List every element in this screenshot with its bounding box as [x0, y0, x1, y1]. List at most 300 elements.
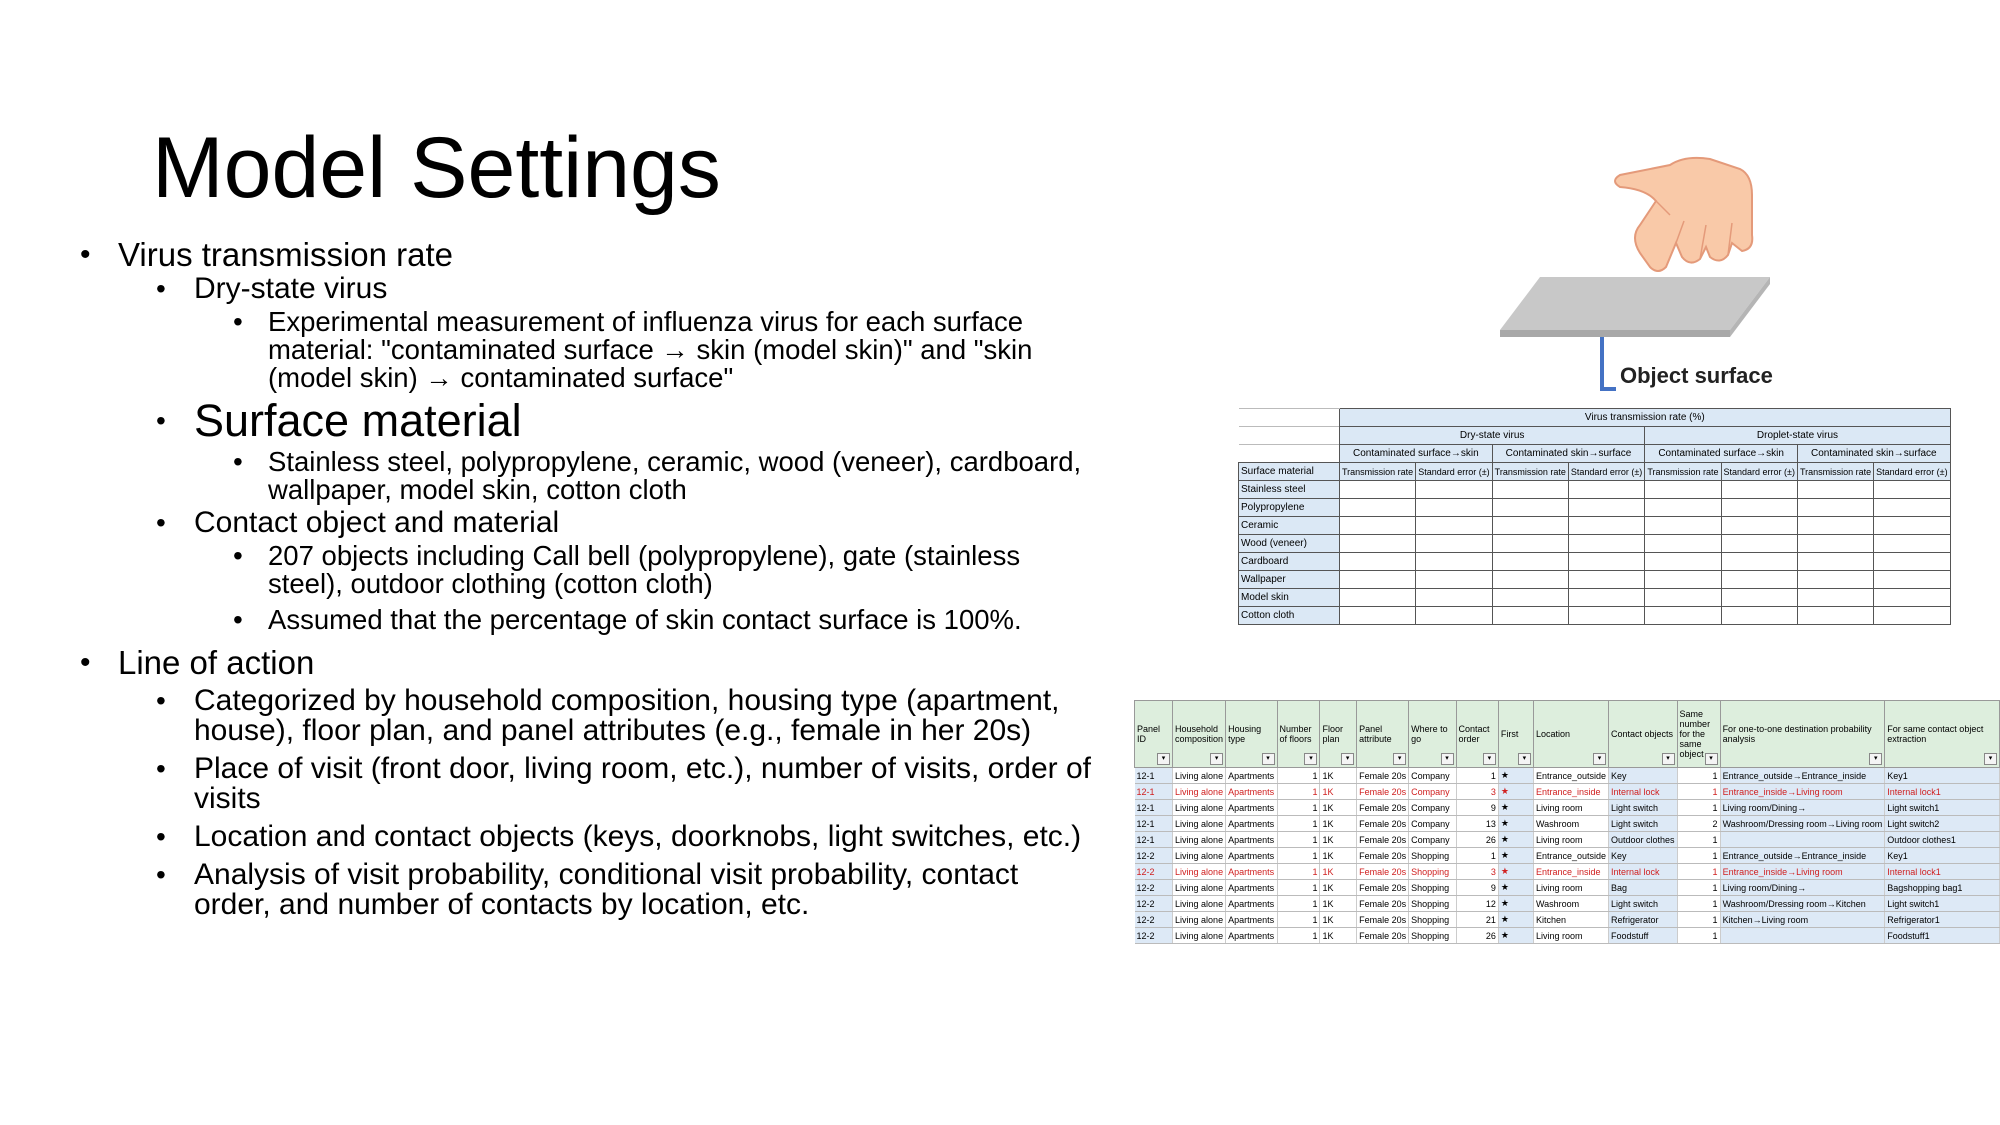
empty-cell [1340, 607, 1416, 625]
bullet-dot-icon: • [156, 507, 166, 538]
table-cell: 1 [1456, 768, 1498, 784]
table-cell: ★ [1498, 784, 1533, 800]
table-cell: Entrance_inside [1533, 784, 1608, 800]
empty-cell [1568, 571, 1644, 589]
column-header [1677, 701, 1720, 768]
table-cell: Refrigerator [1609, 912, 1678, 928]
rate-table-title: Virus transmission rate (%) [1340, 409, 1951, 427]
table-cell: Foodstuff1 [1885, 928, 2000, 944]
empty-cell [1645, 517, 1721, 535]
rate-column-header: Standard error (±) [1568, 463, 1644, 481]
table-cell: Outdoor clothes1 [1885, 832, 2000, 848]
table-cell: 1 [1677, 800, 1720, 816]
bullet-dot-icon: • [233, 540, 243, 571]
direction-header: Contaminated skin→surface [1797, 445, 1950, 463]
table-cell: 1 [1677, 768, 1720, 784]
table-row [1135, 896, 2000, 912]
empty-cell [1492, 589, 1568, 607]
empty-cell [1645, 535, 1721, 553]
filter-dropdown-icon[interactable]: ▾ [1210, 753, 1223, 765]
table-cell: ★ [1498, 896, 1533, 912]
table-cell: Apartments [1226, 896, 1277, 912]
table-cell: Living alone [1173, 784, 1226, 800]
empty-cell [1568, 535, 1644, 553]
table-cell: Female 20s [1357, 784, 1409, 800]
pointing-hand-icon [1615, 158, 1752, 271]
empty-cell [1416, 535, 1492, 553]
empty-cell [1492, 553, 1568, 571]
table-cell: Refrigerator1 [1885, 912, 2000, 928]
column-header-label: Housing type [1228, 724, 1262, 744]
empty-cell [1645, 607, 1721, 625]
empty-cell [1340, 571, 1416, 589]
table-row [1135, 816, 2000, 832]
table-cell: Apartments [1226, 912, 1277, 928]
bullet-dot-icon: • [233, 604, 243, 635]
bullet-text: Contact object and material [194, 506, 560, 539]
column-header [1320, 701, 1357, 768]
bullet-dot-icon: • [233, 446, 243, 477]
bullet-text: Stainless steel, polypropylene, ceramic, wood (veneer), cardboard, wallpaper, model skin, cotton cloth [268, 446, 1082, 505]
column-header [1885, 701, 2000, 768]
empty-cell [1721, 517, 1797, 535]
table-cell: Bagshopping bag1 [1885, 880, 2000, 896]
empty-cell [1492, 535, 1568, 553]
table-row [1135, 928, 2000, 944]
bullet-dot-icon: • [156, 273, 166, 304]
table-cell: Apartments [1226, 816, 1277, 832]
empty-cell [1645, 571, 1721, 589]
object-surface-illustration [1470, 125, 1810, 395]
table-row [1135, 880, 2000, 896]
filter-dropdown-icon[interactable]: ▾ [1869, 753, 1882, 765]
empty-cell [1874, 589, 1950, 607]
table-cell: 12-2 [1135, 896, 1173, 912]
table-cell: 1 [1277, 800, 1320, 816]
empty-cell [1797, 589, 1873, 607]
table-cell: Company [1409, 784, 1456, 800]
table-cell: Living alone [1173, 768, 1226, 784]
empty-cell [1721, 571, 1797, 589]
bullet-text: Line of action [118, 644, 315, 681]
table-cell: Female 20s [1357, 864, 1409, 880]
table-row [1239, 535, 1951, 553]
table-cell: ★ [1498, 864, 1533, 880]
empty-cell [1416, 499, 1492, 517]
table-cell: Apartments [1226, 800, 1277, 816]
row-header-label: Surface material [1239, 463, 1340, 481]
column-header-label: Number of floors [1279, 724, 1312, 744]
table-cell: Light switch [1609, 896, 1678, 912]
table-cell: Entrance_outside [1533, 768, 1608, 784]
filter-dropdown-icon[interactable]: ▾ [1593, 753, 1606, 765]
bullet-dot-icon: • [156, 405, 166, 436]
column-header [1409, 701, 1456, 768]
empty-cell [1416, 589, 1492, 607]
table-cell: Living room/Dining→ [1720, 800, 1885, 816]
direction-header: Contaminated surface→skin [1340, 445, 1493, 463]
empty-cell [1874, 571, 1950, 589]
column-header-label: First [1500, 729, 1519, 739]
column-header-label: Floor plan [1322, 724, 1343, 744]
table-cell: Internal lock1 [1885, 864, 2000, 880]
column-header [1533, 701, 1608, 768]
bullet-text: Assumed that the percentage of skin contact surface is 100%. [268, 604, 1022, 635]
filter-dropdown-icon[interactable]: ▾ [1341, 753, 1354, 765]
table-row [1135, 912, 2000, 928]
table-cell: Living alone [1173, 928, 1226, 944]
empty-cell [1568, 517, 1644, 535]
table-cell: Living alone [1173, 896, 1226, 912]
empty-cell [1340, 499, 1416, 517]
table-cell: Female 20s [1357, 928, 1409, 944]
empty-cell [1797, 553, 1873, 571]
table-row [1239, 553, 1951, 571]
bullet-item-level-2 [78, 754, 1098, 814]
table-cell: 1 [1277, 928, 1320, 944]
bullet-item-level-2 [78, 822, 1098, 852]
table-cell: 1 [1277, 768, 1320, 784]
table-row [1135, 768, 2000, 784]
table-cell: 12-1 [1135, 784, 1173, 800]
table-cell: Bag [1609, 880, 1678, 896]
table-cell: Light switch [1609, 800, 1678, 816]
filter-dropdown-icon[interactable]: ▾ [1262, 753, 1275, 765]
table-cell: Key [1609, 848, 1678, 864]
table-cell: 12-1 [1135, 800, 1173, 816]
table-cell: Female 20s [1357, 768, 1409, 784]
bullet-text: Analysis of visit probability, conditional visit probability, contact order, and number of contacts by location, etc. [194, 858, 1019, 921]
rate-column-header: Standard error (±) [1874, 463, 1950, 481]
bullet-text: Dry-state virus [194, 272, 388, 305]
table-cell: 1 [1677, 880, 1720, 896]
direction-header: Contaminated skin→surface [1492, 445, 1645, 463]
bullet-list [78, 236, 1098, 920]
table-cell: Shopping [1409, 928, 1456, 944]
table-cell: Kitchen [1533, 912, 1608, 928]
empty-cell [1797, 517, 1873, 535]
table-cell: 12-2 [1135, 848, 1173, 864]
table-cell: Shopping [1409, 864, 1456, 880]
table-cell: Living room [1533, 800, 1608, 816]
empty-cell [1492, 481, 1568, 499]
table-cell [1720, 928, 1885, 944]
bullet-item-level-1 [78, 644, 1098, 682]
table-cell: Female 20s [1357, 816, 1409, 832]
table-cell: Living alone [1173, 880, 1226, 896]
table-cell: Female 20s [1357, 896, 1409, 912]
table-cell: ★ [1498, 800, 1533, 816]
table-cell: 1K [1320, 864, 1357, 880]
table-cell: Entrance_outside→Entrance_inside [1720, 848, 1885, 864]
empty-cell [1492, 571, 1568, 589]
table-cell: 1K [1320, 800, 1357, 816]
bullet-item-level-2 [78, 860, 1098, 920]
bullet-item-level-1 [78, 236, 1098, 274]
surface-material-label: Ceramic [1239, 517, 1340, 535]
table-cell: 26 [1456, 832, 1498, 848]
table-cell: Apartments [1226, 832, 1277, 848]
table-cell: Company [1409, 800, 1456, 816]
rate-column-header: Transmission rate [1797, 463, 1873, 481]
table-cell: Living room/Dining→ [1720, 880, 1885, 896]
empty-cell [1721, 553, 1797, 571]
table-row [1239, 499, 1951, 517]
rate-column-header: Transmission rate [1340, 463, 1416, 481]
bullet-dot-icon: • [156, 753, 166, 784]
column-header-label: Contact objects [1611, 729, 1674, 739]
table-cell: Apartments [1226, 848, 1277, 864]
table-cell: 1 [1677, 848, 1720, 864]
direction-header: Contaminated surface→skin [1645, 445, 1798, 463]
table-cell: ★ [1498, 832, 1533, 848]
empty-cell [1340, 535, 1416, 553]
column-header [1456, 701, 1498, 768]
filter-dropdown-icon[interactable]: ▾ [1705, 753, 1718, 765]
empty-cell [1340, 589, 1416, 607]
table-cell: Female 20s [1357, 880, 1409, 896]
empty-cell [1340, 517, 1416, 535]
empty-cell [1721, 589, 1797, 607]
table-cell: ★ [1498, 768, 1533, 784]
empty-cell [1721, 607, 1797, 625]
bullet-dot-icon: • [80, 238, 91, 271]
rate-column-header: Transmission rate [1492, 463, 1568, 481]
bullet-item-level-2 [78, 686, 1098, 746]
surface-material-label: Wallpaper [1239, 571, 1340, 589]
table-cell: Light switch1 [1885, 800, 2000, 816]
table-cell: Washroom/Dressing room→Living room [1720, 816, 1885, 832]
bullet-text: Categorized by household composition, housing type (apartment, house), floor plan, and panel attributes (e.g., female in her 20s) [194, 684, 1060, 747]
empty-cell [1797, 481, 1873, 499]
table-cell: Living alone [1173, 864, 1226, 880]
bullet-text: Virus transmission rate [118, 236, 454, 273]
table-row [1135, 832, 2000, 848]
table-cell: 1 [1677, 912, 1720, 928]
column-header-label: Contact order [1458, 724, 1490, 744]
table-cell: Entrance_inside→Living room [1720, 784, 1885, 800]
empty-cell [1340, 481, 1416, 499]
label-pointer-line [1602, 337, 1616, 389]
table-cell: 1K [1320, 912, 1357, 928]
empty-cell [1721, 481, 1797, 499]
filter-dropdown-icon[interactable]: ▾ [1441, 753, 1454, 765]
bullet-text: Location and contact objects (keys, doorknobs, light switches, etc.) [194, 820, 1082, 853]
table-cell: 1K [1320, 816, 1357, 832]
filter-dropdown-icon[interactable]: ▾ [1662, 753, 1675, 765]
empty-cell [1721, 499, 1797, 517]
table-cell: Shopping [1409, 848, 1456, 864]
column-header-label: For one-to-one destination probability analysis [1722, 724, 1872, 744]
group-droplet: Droplet-state virus [1645, 427, 1950, 445]
table-cell: Light switch2 [1885, 816, 2000, 832]
filter-dropdown-icon[interactable]: ▾ [1984, 753, 1997, 765]
table-cell: 1K [1320, 784, 1357, 800]
column-header [1226, 701, 1277, 768]
column-header [1277, 701, 1320, 768]
column-header [1173, 701, 1226, 768]
table-cell: ★ [1498, 816, 1533, 832]
table-row [1239, 607, 1951, 625]
slide-title: Model Settings [152, 120, 721, 216]
table-cell: Entrance_outside→Entrance_inside [1720, 768, 1885, 784]
table-cell: 1K [1320, 928, 1357, 944]
table-cell: Female 20s [1357, 912, 1409, 928]
table-cell: 1 [1277, 832, 1320, 848]
table-cell: Apartments [1226, 880, 1277, 896]
empty-cell [1416, 571, 1492, 589]
bullet-item-level-3 [78, 308, 1098, 392]
column-header-label: For same contact object extraction [1887, 724, 1984, 744]
empty-cell [1797, 607, 1873, 625]
empty-cell [1568, 553, 1644, 571]
table-cell: 1 [1677, 896, 1720, 912]
table-row [1135, 864, 2000, 880]
table-cell: Internal lock [1609, 864, 1678, 880]
surface-material-label: Stainless steel [1239, 481, 1340, 499]
empty-cell [1416, 481, 1492, 499]
transmission-rate-table [1238, 408, 1951, 625]
bullet-item-level-3 [78, 542, 1098, 598]
surface-material-label: Wood (veneer) [1239, 535, 1340, 553]
table-cell: Internal lock [1609, 784, 1678, 800]
table-cell: Shopping [1409, 896, 1456, 912]
table-cell: 1 [1677, 928, 1720, 944]
table-cell: Female 20s [1357, 800, 1409, 816]
table-cell: 1 [1677, 864, 1720, 880]
empty-cell [1645, 589, 1721, 607]
surface-material-label: Polypropylene [1239, 499, 1340, 517]
column-header-label: Where to go [1411, 724, 1448, 744]
table-row [1135, 848, 2000, 864]
table-cell: Foodstuff [1609, 928, 1678, 944]
empty-cell [1874, 607, 1950, 625]
table-cell: 1 [1277, 880, 1320, 896]
table-cell: Entrance_inside [1533, 864, 1608, 880]
bullet-dot-icon: • [156, 821, 166, 852]
empty-cell [1645, 499, 1721, 517]
table-cell: Company [1409, 832, 1456, 848]
table-cell: Living alone [1173, 816, 1226, 832]
table-cell: Washroom/Dressing room→Kitchen [1720, 896, 1885, 912]
table-cell: Apartments [1226, 768, 1277, 784]
table-cell: Living alone [1173, 912, 1226, 928]
table-cell: 1 [1277, 848, 1320, 864]
bullet-item-level-3 [78, 448, 1098, 504]
table-cell: Apartments [1226, 784, 1277, 800]
bullet-text: 207 objects including Call bell (polypropylene), gate (stainless steel), outdoor clothing (cotton cloth) [268, 540, 1021, 599]
empty-cell [1568, 607, 1644, 625]
surface-material-label: Cotton cloth [1239, 607, 1340, 625]
table-row [1239, 481, 1951, 499]
table-cell: 1K [1320, 848, 1357, 864]
table-cell: 12-2 [1135, 928, 1173, 944]
table-cell: ★ [1498, 912, 1533, 928]
bullet-dot-icon: • [156, 859, 166, 890]
bullet-item-level-2 [78, 396, 1098, 446]
empty-cell [1416, 517, 1492, 535]
table-cell: Kitchen→Living room [1720, 912, 1885, 928]
table-cell: 12-1 [1135, 832, 1173, 848]
column-header-label: Location [1535, 729, 1570, 739]
table-cell [1720, 832, 1885, 848]
table-cell: 26 [1456, 928, 1498, 944]
table-row [1239, 517, 1951, 535]
bullet-dot-icon: • [80, 646, 91, 679]
empty-cell [1492, 517, 1568, 535]
rate-column-header: Standard error (±) [1721, 463, 1797, 481]
table-cell: Living alone [1173, 800, 1226, 816]
table-cell: 9 [1456, 880, 1498, 896]
filter-dropdown-icon[interactable]: ▾ [1157, 753, 1170, 765]
table-cell: Female 20s [1357, 832, 1409, 848]
empty-cell [1492, 607, 1568, 625]
bullet-item-level-3 [78, 606, 1098, 634]
rate-column-header: Standard error (±) [1416, 463, 1492, 481]
table-cell: Light switch [1609, 816, 1678, 832]
table-cell: Outdoor clothes [1609, 832, 1678, 848]
filter-dropdown-icon[interactable]: ▾ [1393, 753, 1406, 765]
empty-cell [1416, 607, 1492, 625]
table-cell: Washroom [1533, 816, 1608, 832]
filter-dropdown-icon[interactable]: ▾ [1518, 753, 1531, 765]
table-cell: 1 [1277, 784, 1320, 800]
bullet-text: Place of visit (front door, living room, etc.), number of visits, order of visits [194, 752, 1092, 815]
table-cell: 3 [1456, 864, 1498, 880]
bullet-item-level-2 [78, 274, 1098, 304]
empty-cell [1797, 499, 1873, 517]
table-cell: Living alone [1173, 832, 1226, 848]
filter-dropdown-icon[interactable]: ▾ [1483, 753, 1496, 765]
bullet-text: Surface material [194, 395, 522, 446]
empty-cell [1568, 499, 1644, 517]
table-cell: ★ [1498, 928, 1533, 944]
table-cell: Living alone [1173, 848, 1226, 864]
empty-cell [1721, 535, 1797, 553]
table-cell: Female 20s [1357, 848, 1409, 864]
empty-cell [1797, 571, 1873, 589]
object-surface-label: Object surface [1620, 363, 1773, 388]
column-header-label: Same number for the same object [1679, 709, 1711, 759]
empty-cell [1416, 553, 1492, 571]
table-cell: 1K [1320, 832, 1357, 848]
empty-cell [1874, 553, 1950, 571]
surface-plate-icon [1500, 277, 1770, 337]
surface-material-label: Cardboard [1239, 553, 1340, 571]
filter-dropdown-icon[interactable]: ▾ [1304, 753, 1317, 765]
table-cell: Living room [1533, 880, 1608, 896]
table-cell: 1 [1677, 784, 1720, 800]
table-cell: 1K [1320, 896, 1357, 912]
empty-cell [1874, 535, 1950, 553]
table-row [1135, 800, 2000, 816]
table-cell: Washroom [1533, 896, 1608, 912]
table-cell: Key [1609, 768, 1678, 784]
empty-cell [1874, 499, 1950, 517]
empty-cell [1645, 481, 1721, 499]
table-row [1239, 571, 1951, 589]
table-cell: Company [1409, 768, 1456, 784]
empty-cell [1874, 517, 1950, 535]
column-header-label: Panel attribute [1359, 724, 1392, 744]
action-data-table [1134, 700, 2000, 944]
column-header [1720, 701, 1885, 768]
table-cell: ★ [1498, 848, 1533, 864]
table-cell: ★ [1498, 880, 1533, 896]
column-header-label: Household composition [1175, 724, 1224, 744]
empty-cell [1340, 553, 1416, 571]
column-header [1498, 701, 1533, 768]
